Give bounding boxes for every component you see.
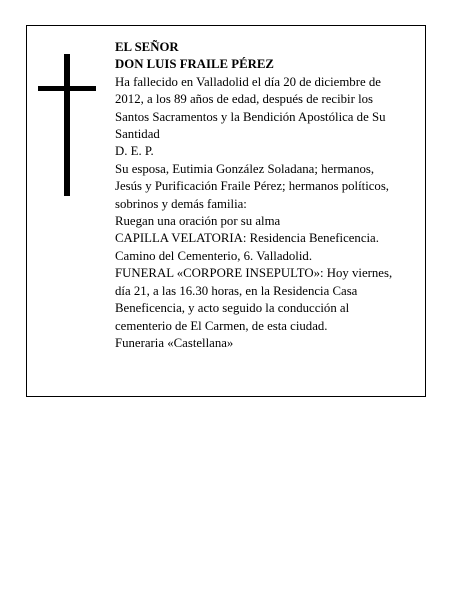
notice-heading-title: EL SEÑOR — [115, 40, 179, 54]
notice-dep: D. E. P. — [115, 144, 154, 159]
notice-line: Ruegan una oración por su alma — [115, 214, 281, 229]
notice-line: Ha fallecido en Valladolid el día 20 de diciembre de — [115, 74, 381, 89]
notice-line: Santos Sacramentos y la Bendición Apostólica de Su — [115, 109, 386, 124]
notice-line: cementerio de El Carmen, de esta ciudad. — [115, 318, 328, 333]
cross-vertical-bar — [64, 54, 70, 196]
notice-chapel: CAPILLA VELATORIA: Residencia Beneficencia. — [115, 231, 379, 246]
cross-horizontal-bar — [38, 86, 96, 91]
notice-line: Beneficencia, y acto seguido la conducción al — [115, 301, 350, 316]
notice-funeral: FUNERAL «CORPORE INSEPULTO»: Hoy viernes, — [115, 266, 393, 281]
notice-line: Jesús y Purificación Fraile Pérez; hermanos políticos, — [115, 179, 390, 194]
notice-line: 2012, a los 89 años de edad, después de recibir los — [115, 92, 374, 107]
notice-line: Su esposa, Eutimia González Soladana; hermanos, — [115, 161, 375, 176]
notice-line: Santidad — [115, 127, 160, 142]
obituary-text — [115, 39, 420, 352]
notice-line: día 21, a las 16.30 horas, en la Residencia Casa — [115, 283, 358, 298]
notice-funeral-home: Funeraria «Castellana» — [115, 335, 234, 350]
notice-line: Camino del Cementerio, 6. Valladolid. — [115, 248, 313, 263]
notice-heading-name: DON LUIS FRAILE PÉREZ — [115, 57, 274, 72]
notice-line: sobrinos y demás familia: — [115, 196, 247, 211]
